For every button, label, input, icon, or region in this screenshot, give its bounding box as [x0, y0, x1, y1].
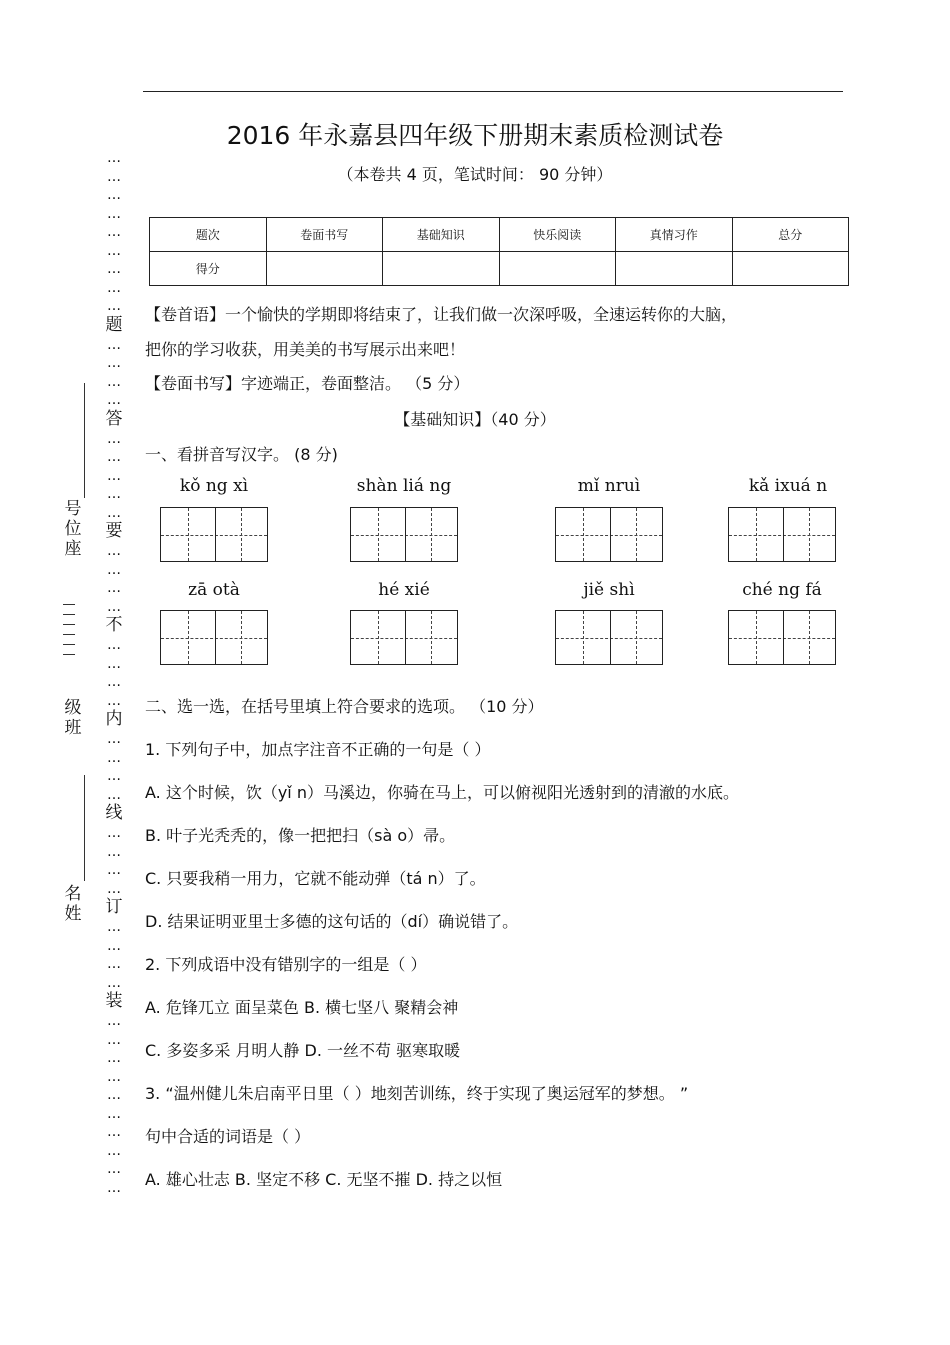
- seal-line-dot: …: [107, 956, 121, 972]
- seal-line-dot: …: [107, 430, 121, 447]
- seal-line-dot: …: [107, 205, 121, 222]
- score-header-cell: 真情习作: [616, 218, 733, 252]
- score-header-cell: 快乐阅读: [499, 218, 616, 252]
- seal-line-dot: …: [107, 373, 121, 390]
- option-line: C. 只要我稍一用力，它就不能动弹（tá n）了。: [145, 869, 486, 888]
- seal-line-dot: …: [107, 1105, 121, 1122]
- seal-line-char: 线: [105, 803, 123, 823]
- seal-line-dot: …: [107, 1142, 121, 1159]
- seal-line-dot: …: [107, 880, 121, 897]
- seal-line-dot: …: [107, 543, 121, 559]
- seal-line-dot: …: [107, 1031, 121, 1048]
- tianzige-writing-box[interactable]: [555, 610, 663, 665]
- question-heading: 一、看拼音写汉字。 (8 分): [145, 445, 338, 464]
- pinyin-label: jiě shì: [583, 580, 635, 600]
- score-header-cell: 卷面书写: [266, 218, 383, 252]
- seal-line-dot: …: [107, 504, 121, 521]
- seal-line-char: 不: [105, 615, 123, 635]
- seal-line-dot: …: [107, 355, 121, 371]
- seal-line-dot: …: [107, 561, 121, 578]
- seal-line-dot: …: [107, 486, 121, 502]
- seal-line-dot: …: [107, 598, 121, 615]
- section-heading-basic: 【基础知识】（40 分）: [394, 410, 556, 429]
- page-title: 2016 年永嘉县四年级下册期末素质检测试卷: [226, 121, 724, 150]
- tianzige-writing-box[interactable]: [728, 610, 836, 665]
- seal-line-dot: …: [107, 768, 121, 784]
- seal-line-dot: …: [107, 731, 121, 747]
- seal-line-char: 题: [105, 314, 123, 335]
- pinyin-label: hé xié: [378, 580, 430, 600]
- seal-line-dot: …: [107, 749, 121, 766]
- score-table-header-row: [150, 218, 849, 252]
- handwriting-section: 【卷面书写】字迹端正，卷面整洁。 （5 分）: [145, 374, 470, 393]
- seal-line-dot: …: [107, 580, 121, 596]
- seal-line-dot: …: [107, 392, 121, 408]
- seal-line-dot: …: [107, 1013, 121, 1029]
- score-cell[interactable]: [383, 252, 500, 286]
- seal-line-dot: …: [107, 655, 121, 672]
- seal-line-dot: …: [107, 825, 121, 841]
- seal-line-dot: …: [107, 449, 121, 465]
- top-rule: [143, 91, 843, 92]
- score-header-cell: 题次: [150, 218, 267, 252]
- seal-line-dot: …: [107, 150, 121, 166]
- name-label: 名姓: [64, 884, 82, 924]
- tianzige-writing-box[interactable]: [350, 610, 458, 665]
- score-header-cell: 基础知识: [383, 218, 500, 252]
- class-dash-lines: [63, 604, 75, 664]
- seal-line-dot: …: [107, 1050, 121, 1066]
- class-label: 级班: [64, 698, 82, 738]
- seal-line-dot: …: [107, 1179, 121, 1196]
- pinyin-label: kǎ ixuá n: [748, 476, 828, 496]
- seal-line-dot: …: [107, 974, 121, 991]
- tianzige-writing-box[interactable]: [160, 610, 268, 665]
- seal-line-dot: …: [107, 261, 121, 277]
- seal-line-char: 内: [105, 709, 123, 729]
- seal-line-dot: …: [107, 187, 121, 203]
- tianzige-writing-box[interactable]: [350, 507, 458, 562]
- option-line: A. 危锋兀立 面呈菜色 B. 横七坚八 聚精会神: [145, 998, 459, 1017]
- score-table: [149, 217, 849, 286]
- option-line: A. 雄心壮志 B. 坚定不移 C. 无坚不摧 D. 持之以恒: [145, 1170, 503, 1189]
- seal-line-dot: …: [107, 298, 121, 314]
- pinyin-label: mǐ nruì: [577, 476, 641, 496]
- seal-line-char: 装: [105, 991, 123, 1011]
- intro-line: 把你的学习收获，用美美的书写展示出来吧！: [145, 340, 466, 359]
- score-table-score-row: [150, 252, 849, 286]
- margin-rule: [84, 775, 85, 881]
- seal-line-dot: …: [107, 692, 121, 709]
- seal-line-char: 答: [105, 408, 123, 429]
- seal-line-dot: …: [107, 242, 121, 259]
- seal-line-dot: …: [107, 1161, 121, 1177]
- question-line: 2. 下列成语中没有错别字的一组是（ ）: [145, 955, 427, 974]
- pinyin-label: shàn liá ng: [356, 476, 452, 496]
- option-line: B. 叶子光秃秃的，像一把把扫（sà o）帚。: [145, 826, 456, 845]
- option-line: C. 多姿多采 月明人静 D. 一丝不苟 驱寒取暖: [145, 1041, 461, 1060]
- score-header-cell: 总分: [732, 218, 849, 252]
- option-line: D. 结果证明亚里士多德的这句话的（dí）确说错了。: [145, 912, 519, 931]
- seal-line-dot: …: [107, 168, 121, 185]
- tianzige-writing-box[interactable]: [555, 507, 663, 562]
- pinyin-label: zā otà: [188, 580, 240, 600]
- score-cell[interactable]: [616, 252, 733, 286]
- question-line: 1. 下列句子中，加点字注音不正确的一句是（ ）: [145, 740, 491, 759]
- seal-line-char: 订: [105, 897, 123, 917]
- seal-line-dot: …: [107, 336, 121, 353]
- pinyin-label: ché ng fá: [742, 580, 822, 600]
- seal-line-dot: …: [107, 467, 121, 484]
- score-cell[interactable]: [732, 252, 849, 286]
- question-line: 句中合适的词语是（ ）: [145, 1127, 311, 1146]
- seat-number-label: 号位座: [64, 499, 82, 559]
- seal-line-dot: …: [107, 919, 121, 935]
- question-line: 3. “温州健儿朱启南平日里（ ）地刻苦训练，终于实现了奥运冠军的梦想。 ”: [145, 1084, 689, 1103]
- score-cell[interactable]: [266, 252, 383, 286]
- option-line: A. 这个时候，饮（yǐ n）马溪边，你骑在马上，可以俯视阳光透射到的清澈的水底。: [145, 783, 739, 802]
- seal-line-dot: …: [107, 862, 121, 878]
- intro-line: 【卷首语】一个愉快的学期即将结束了，让我们做一次深呼吸，全速运转你的大脑，: [145, 305, 738, 324]
- margin-rule: [84, 383, 85, 498]
- tianzige-writing-box[interactable]: [160, 507, 268, 562]
- score-row-label: 得分: [150, 252, 267, 286]
- pinyin-label: kǒ ng xì: [179, 476, 249, 496]
- seal-line-dot: …: [107, 843, 121, 860]
- seal-line-dot: …: [107, 1068, 121, 1085]
- seal-line-dot: …: [107, 1124, 121, 1140]
- seal-line-dot: …: [107, 786, 121, 803]
- seal-line-char: 要: [105, 521, 123, 541]
- score-cell[interactable]: [499, 252, 616, 286]
- seal-line-dot: …: [107, 674, 121, 690]
- seal-line-dot: …: [107, 224, 121, 240]
- question-heading: 二、选一选，在括号里填上符合要求的选项。 （10 分）: [145, 697, 544, 716]
- tianzige-writing-box[interactable]: [728, 507, 836, 562]
- seal-line-dot: …: [107, 937, 121, 954]
- seal-line-dot: …: [107, 637, 121, 653]
- seal-line-dot: …: [107, 1087, 121, 1103]
- page-subtitle: （本卷共 4 页，笔试时间： 90 分钟）: [337, 165, 613, 184]
- seal-line-dot: …: [107, 279, 121, 296]
